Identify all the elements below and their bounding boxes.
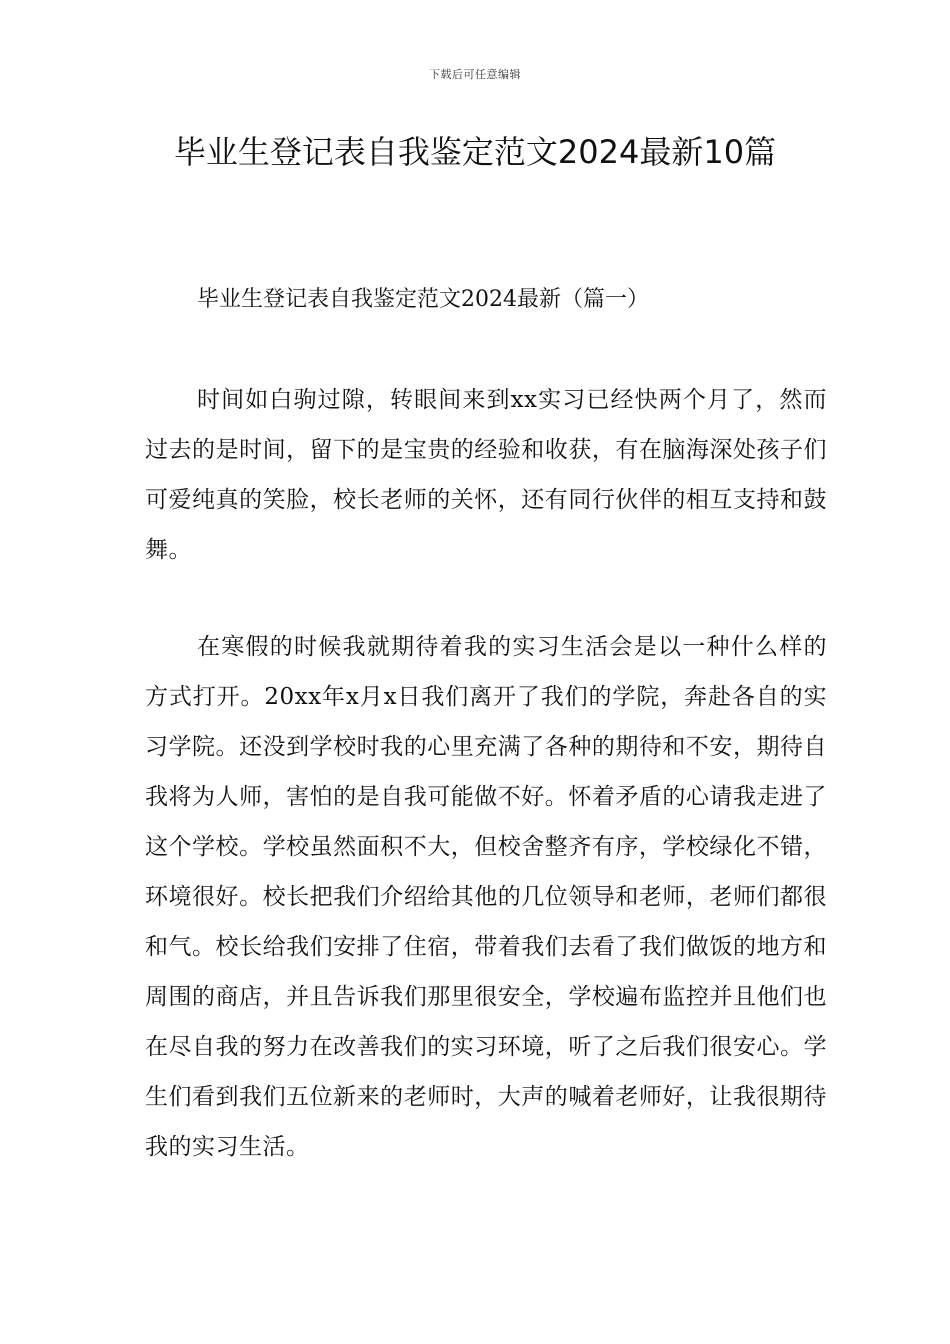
paragraph-1-block (145, 375, 827, 575)
paragraph-1: 时间如白驹过隙，转眼间来到xx实习已经快两个月了，然而过去的是时间，留下的是宝贵的经验和收获，有在脑海深处孩子们可爱纯真的笑脸，校长老师的关怀，还有同行伙伴的相互支持和鼓舞。 (145, 387, 827, 563)
section-heading: 毕业生登记表自我鉴定范文2024最新（篇一） (197, 287, 649, 312)
paragraph-2-block (145, 622, 827, 1172)
header-note: 下载后可任意编辑 (429, 68, 521, 81)
paragraph-2: 在寒假的时候我就期待着我的实习生活会是以一种什么样的方式打开。20xx年x月x日我们离开了我们的学院，奔赴各自的实习学院。还没到学校时我的心里充满了各种的期待和不安，期待自我将为人师，害怕的是自我可能做不好。怀着矛盾的心请我走进了这个学校。学校虽然面积不大，但校舍整齐有序，学校绿化不错，环境很好。校长把我们介绍给其他的几位领导和老师，老师们都很和气。校长给我们安排了住宿，带着我们去看了我们做饭的地方和周围的商店，并且告诉我们那里很安全，学校遍布监控并且他们也在尽自我的努力在改善我们的实习环境，听了之后我们很安心。学生们看到我们五位新来的老师时，大声的喊着老师好，让我很期待我的实习生活。 (145, 634, 827, 1160)
document-title: 毕业生登记表自我鉴定范文2024最新10篇 (173, 133, 777, 171)
